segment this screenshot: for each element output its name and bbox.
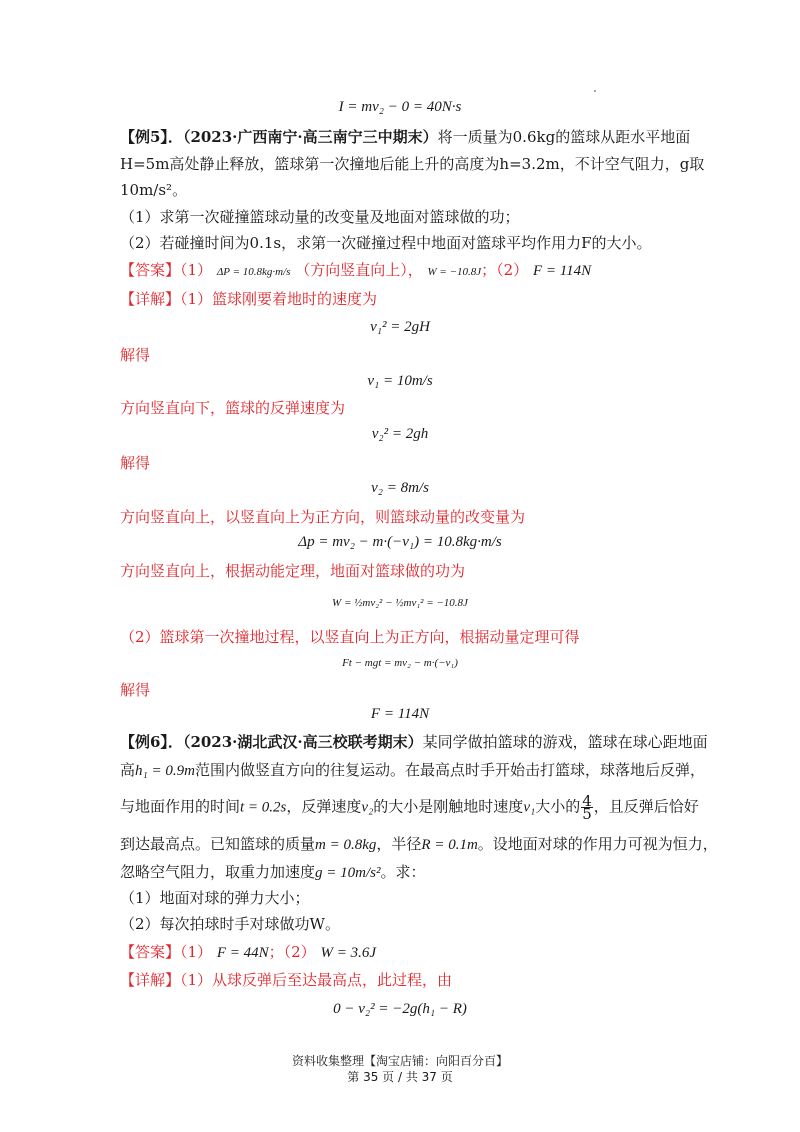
equation-v1-squared: v₁² = 2gH [370,319,430,335]
text-fragment: 高 [120,761,136,779]
example6-answer [120,941,690,964]
fraction-denominator: 5 [582,805,592,823]
example5-detail-line1 [120,288,690,310]
footer-page-number: 第 35 页 / 共 37 页 [347,1070,453,1084]
example5-answer-label: 【答案】 [120,261,181,279]
text-fragment: 范围内做竖直方向的往复运动。在最高点时手开始击打篮球，球落地后反弹， [194,761,705,779]
text-rebound: 方向竖直向下，篮球的反弹速度为 [120,399,346,417]
example6-stem-line1 [120,731,708,753]
example5-stem-text: 将一质量为0.6kg的篮球从距水平地面 [437,128,691,146]
text-fragment: 的大小是刚触地时速度 [373,797,524,816]
example5-answer-part2: （方向竖直向上）， [295,261,423,279]
solve-label-2: 解得 [120,454,151,472]
example6-answer-part2: ；（2） [268,943,316,961]
example6-stem-line2 [120,759,705,782]
text-impulse: （2）篮球第一次撞地过程，以竖直向上为正方向，根据动量定理可得 [120,628,580,646]
example6-stem-line3 [120,792,699,823]
equation-R: R = 0.1m [421,837,478,853]
equation-momentum-change: Δp = mv₂ − m·(−v₁) = 10.8kg·m/s [298,534,502,550]
example6-question2: （2）每次拍球时手对球做功W。 [120,915,340,933]
example6-detail-label: 【详解】 [120,971,181,989]
text-fragment: 到达最高点。已知篮球的质量 [120,835,316,853]
example5-answer-part1: （1） [180,261,213,279]
example6-detail-line1 [120,969,690,991]
text-work: 方向竖直向上，根据动能定理，地面对篮球做的功为 [120,562,466,580]
example5-detail-text: （1）篮球刚要着地时的速度为 [180,290,378,308]
example5-answer-eq2: W = −10.8J [427,266,482,278]
equation-work: W = ½mv₂² − ½mv₁² = −10.8J [332,597,468,609]
example5-detail-label: 【详解】 [120,290,181,308]
equation-v2: v₂ = 8m/s [371,480,429,496]
text-fragment: ，反弹速度 [286,797,362,816]
example5-answer-eq3: F = 114N [532,263,592,279]
example6-answer-eq1: F = 44N [216,945,269,961]
example6-stem-line5 [120,861,690,884]
example5-source: （2023·广西南宁·高三南宁三中期末） [182,128,438,146]
example6-answer-part1: （1） [180,943,213,961]
text-fragment: 忽略空气阻力，取重力加速度 [120,863,316,881]
equation-v2-squared: v₂² = 2gh [371,426,429,442]
equation-g: g = 10m/s² [315,865,381,881]
text-fragment: 大小的 [535,797,581,816]
text-fragment: 与地面作用的时间 [120,797,241,816]
equation-m: m = 0.8kg [315,837,377,853]
fraction-four-fifths [581,792,593,823]
example6-question1: （1）地面对球的弹力大小； [120,889,310,907]
equation-impulse: Ft − mgt = mv₂ − m·(−v₁) [342,657,458,669]
example5-answer [120,259,690,283]
text-fragment: ，且反弹后恰好 [593,797,699,816]
equation-v1: v₁ = 10m/s [367,373,433,389]
stray-dot [594,90,596,92]
equation-energy: 0 − v₂² = −2g(h₁ − R) [333,1001,467,1017]
example5-stem-line3: 10m/s²。 [120,181,188,199]
example5-stem-line1 [120,126,690,148]
equation-t: t = 0.2s [240,799,287,816]
top-equation: I = mv₂ − 0 = 40N·s [338,99,462,115]
text-fragment: ，半径 [376,835,422,853]
equation-force: F = 114N [370,706,430,722]
example5-question2: （2）若碰撞时间为0.1s，求第一次碰撞过程中地面对篮球平均作用力F的大小。 [120,234,652,252]
symbol-v2: v₂ [361,799,374,816]
solve-label-3: 解得 [120,681,151,699]
example5-answer-eq1: ΔP = 10.8kg·m/s [216,266,291,278]
fraction-numerator: 4 [582,792,592,810]
example5-stem-line2: H=5m高处静止释放，篮球第一次撞地后能上升的高度为h=3.2m，不计空气阻力，g取 [120,155,705,173]
example6-label: 【例6】． [120,733,183,751]
text-momentum-change: 方向竖直向上，以竖直向上为正方向，则篮球动量的改变量为 [120,508,526,526]
example5-label: 【例5】． [120,128,183,146]
equation-h1: h₁ = 0.9m [135,763,195,779]
example5-answer-part3: ；（2） [481,261,529,279]
example5-question1: （1）求第一次碰撞篮球动量的改变量及地面对篮球做的功； [120,208,520,226]
footer-source: 资料收集整理【淘宝店铺：向阳百分百】 [291,1054,508,1068]
example6-answer-eq2: W = 3.6J [320,945,376,961]
text-fragment: 。求： [380,863,426,881]
example6-detail-text: （1）从球反弹后至达最高点，此过程，由 [180,971,453,989]
symbol-v1: v₁ [523,799,536,816]
example6-source: （2023·湖北武汉·高三校联考期末） [182,733,423,751]
example6-answer-label: 【答案】 [120,943,181,961]
example6-stem-line4 [120,833,718,856]
text-fragment: 。设地面对球的作用力可视为恒力， [477,835,718,853]
solve-label-1: 解得 [120,346,151,364]
example6-stem-text: 某同学做拍篮球的游戏，篮球在球心距地面 [422,733,708,751]
